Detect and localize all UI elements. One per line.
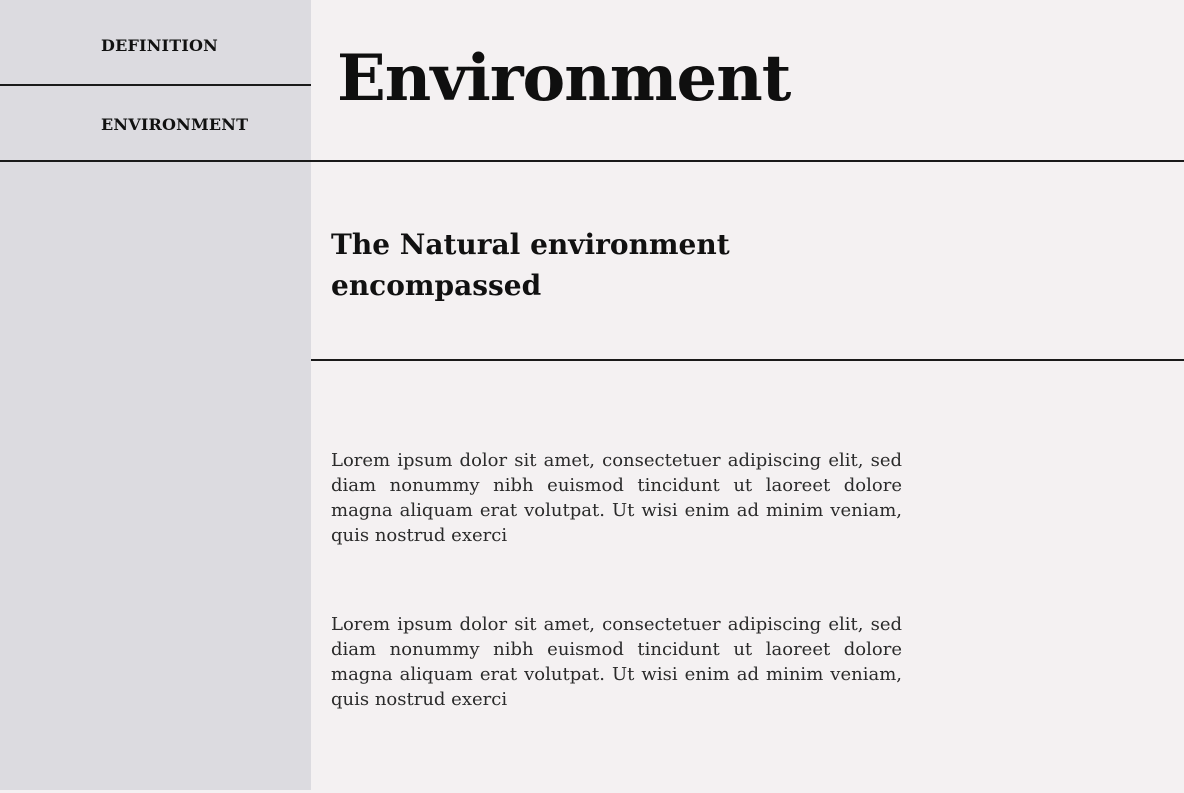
header-divider — [0, 160, 1184, 162]
sidebar-label-environment: ENVIRONMENT — [101, 115, 249, 134]
page-title: Environment — [337, 41, 791, 116]
body-paragraph: Lorem ipsum dolor sit amet, consectetuer adipiscing elit, sed diam nonummy nibh euismod tincidunt ut laoreet dolore magna aliquam erat volutpat. Ut wisi enim ad minim veniam, quis nostrud exerci — [331, 614, 902, 710]
sidebar-label-definition: DEFINITION — [101, 36, 218, 55]
body-paragraph: Lorem ipsum dolor sit amet, consectetuer adipiscing elit, sed diam nonummy nibh euismod tincidunt ut laoreet dolore magna aliquam erat volutpat. Ut wisi enim ad minim veniam, quis nostrud exerci — [331, 450, 902, 546]
sidebar-divider — [0, 84, 311, 86]
section-divider — [311, 359, 1184, 361]
section-subtitle: The Natural environment encompassed — [331, 228, 730, 302]
